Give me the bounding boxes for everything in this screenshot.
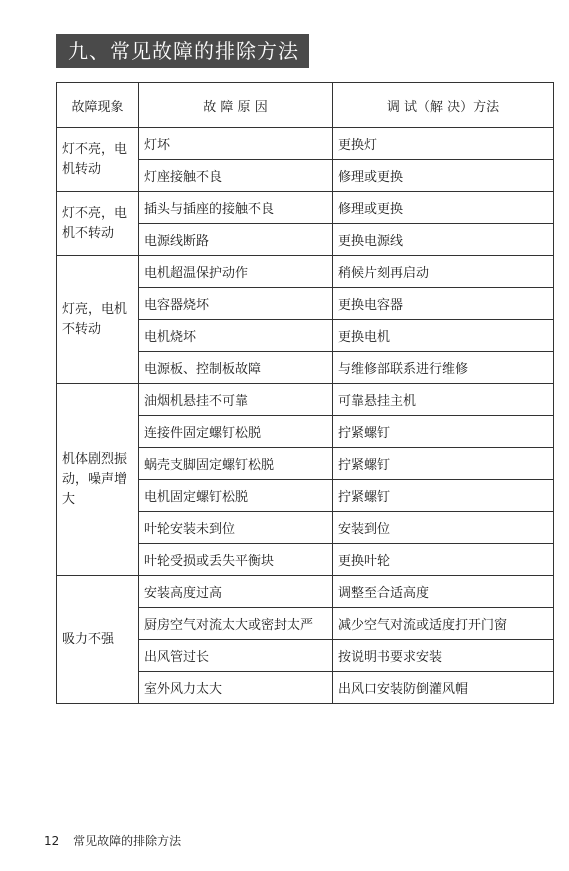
symptom-text: 灯亮，电机不转动 xyxy=(62,301,128,337)
fix-cell: 按说明书要求安装 xyxy=(333,640,554,672)
fix-cell: 更换电源线 xyxy=(333,224,554,256)
fix-cell: 拧紧螺钉 xyxy=(333,416,554,448)
table-header-row xyxy=(57,83,554,128)
fix-cell: 稍候片刻再启动 xyxy=(333,256,554,288)
cause-cell: 室外风力太大 xyxy=(139,672,333,704)
table-row xyxy=(57,256,554,288)
symptom-text: 吸力不强 xyxy=(62,631,115,647)
cause-cell: 叶轮安装未到位 xyxy=(139,512,333,544)
fix-cell: 出风口安装防倒灌风帽 xyxy=(333,672,554,704)
fix-cell: 拧紧螺钉 xyxy=(333,480,554,512)
troubleshooting-table xyxy=(56,82,554,704)
fix-cell: 安装到位 xyxy=(333,512,554,544)
page-footer xyxy=(44,832,181,849)
cause-cell: 安装高度过高 xyxy=(139,576,333,608)
symptom-cell xyxy=(57,576,139,704)
table-row xyxy=(57,128,554,160)
fix-cell: 拧紧螺钉 xyxy=(333,448,554,480)
cause-cell: 电容器烧坏 xyxy=(139,288,333,320)
symptom-cell xyxy=(57,192,139,256)
fix-cell: 修理或更换 xyxy=(333,160,554,192)
cause-cell: 叶轮受损或丢失平衡块 xyxy=(139,544,333,576)
fix-cell: 与维修部联系进行维修 xyxy=(333,352,554,384)
symptom-text: 灯不亮，电机不转动 xyxy=(62,205,128,241)
cause-cell: 厨房空气对流太大或密封太严 xyxy=(139,608,333,640)
cause-cell: 出风管过长 xyxy=(139,640,333,672)
fix-cell: 更换电机 xyxy=(333,320,554,352)
page-number: 12 xyxy=(44,834,60,848)
cause-cell: 灯座接触不良 xyxy=(139,160,333,192)
cause-cell: 电源板、控制板故障 xyxy=(139,352,333,384)
table-row xyxy=(57,192,554,224)
header-fix: 调 试（解 决）方法 xyxy=(333,83,554,128)
cause-cell: 插头与插座的接触不良 xyxy=(139,192,333,224)
symptom-cell xyxy=(57,128,139,192)
symptom-cell xyxy=(57,384,139,576)
cause-cell: 电机固定螺钉松脱 xyxy=(139,480,333,512)
fix-cell: 减少空气对流或适度打开门窗 xyxy=(333,608,554,640)
fix-cell: 更换灯 xyxy=(333,128,554,160)
cause-cell: 油烟机悬挂不可靠 xyxy=(139,384,333,416)
fix-cell: 修理或更换 xyxy=(333,192,554,224)
symptom-cell xyxy=(57,256,139,384)
cause-cell: 蜗壳支脚固定螺钉松脱 xyxy=(139,448,333,480)
cause-cell: 灯坏 xyxy=(139,128,333,160)
symptom-text: 机体剧烈振动，噪声增大 xyxy=(62,451,128,507)
fix-cell: 调整至合适高度 xyxy=(333,576,554,608)
cause-cell: 连接件固定螺钉松脱 xyxy=(139,416,333,448)
cause-cell: 电机超温保护动作 xyxy=(139,256,333,288)
table-row xyxy=(57,384,554,416)
header-symptom: 故障现象 xyxy=(57,83,139,128)
fix-cell: 更换电容器 xyxy=(333,288,554,320)
table-body xyxy=(57,128,554,704)
fix-cell: 可靠悬挂主机 xyxy=(333,384,554,416)
section-title: 九、常见故障的排除方法 xyxy=(56,34,309,68)
fix-cell: 更换叶轮 xyxy=(333,544,554,576)
cause-cell: 电源线断路 xyxy=(139,224,333,256)
symptom-text: 灯不亮，电机转动 xyxy=(62,141,128,177)
cause-cell: 电机烧坏 xyxy=(139,320,333,352)
footer-section-title: 常见故障的排除方法 xyxy=(73,834,182,848)
header-cause: 故 障 原 因 xyxy=(139,83,333,128)
table-row xyxy=(57,576,554,608)
